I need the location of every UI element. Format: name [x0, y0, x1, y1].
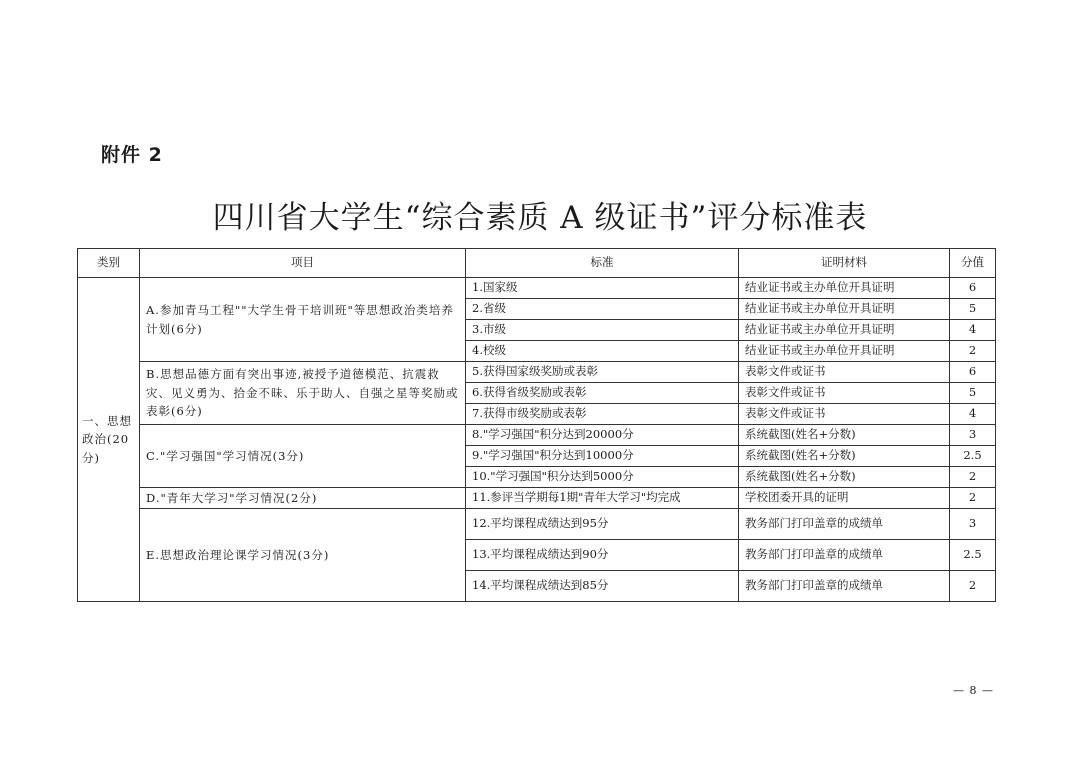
score-cell: 4: [950, 320, 996, 341]
header-standard: 标准: [466, 249, 739, 278]
standard-cell: 3.市级: [466, 320, 739, 341]
standard-cell: 11.参评当学期每1期"青年大学习"均完成: [466, 488, 739, 509]
table-row: [78, 278, 996, 299]
score-cell: 3: [950, 509, 996, 540]
standard-cell: 1.国家级: [466, 278, 739, 299]
proof-cell: 表彰文件或证书: [739, 404, 950, 425]
item-c: C."学习强国"学习情况(3分): [140, 425, 466, 488]
score-cell: 5: [950, 383, 996, 404]
proof-cell: 表彰文件或证书: [739, 383, 950, 404]
header-category: 类别: [78, 249, 140, 278]
proof-cell: 教务部门打印盖章的成绩单: [739, 509, 950, 540]
score-cell: 3: [950, 425, 996, 446]
proof-cell: 结业证书或主办单位开具证明: [739, 341, 950, 362]
score-cell: 2: [950, 341, 996, 362]
score-cell: 5: [950, 299, 996, 320]
score-cell: 2: [950, 488, 996, 509]
item-e: E.思想政治理论课学习情况(3分): [140, 509, 466, 602]
proof-cell: 学校团委开具的证明: [739, 488, 950, 509]
page-number: — 8 —: [953, 684, 994, 697]
table-row: [78, 509, 996, 540]
score-cell: 4: [950, 404, 996, 425]
standard-cell: 5.获得国家级奖励或表彰: [466, 362, 739, 383]
item-a: A.参加青马工程""大学生骨干培训班"等思想政治类培养计划(6分): [140, 278, 466, 362]
item-d: D."青年大学习"学习情况(2分): [140, 488, 466, 509]
proof-cell: 表彰文件或证书: [739, 362, 950, 383]
standard-cell: 10."学习强国"积分达到5000分: [466, 467, 739, 488]
standard-cell: 7.获得市级奖励或表彰: [466, 404, 739, 425]
score-cell: 2.5: [950, 446, 996, 467]
attachment-label: 附件 2: [101, 144, 163, 166]
standard-cell: 4.校级: [466, 341, 739, 362]
proof-cell: 教务部门打印盖章的成绩单: [739, 571, 950, 602]
proof-cell: 结业证书或主办单位开具证明: [739, 278, 950, 299]
standard-cell: 12.平均课程成绩达到95分: [466, 509, 739, 540]
standard-cell: 2.省级: [466, 299, 739, 320]
standard-cell: 8."学习强国"积分达到20000分: [466, 425, 739, 446]
score-cell: 6: [950, 362, 996, 383]
header-proof: 证明材料: [739, 249, 950, 278]
table-row: [78, 488, 996, 509]
score-cell: 2: [950, 467, 996, 488]
proof-cell: 系统截图(姓名+分数): [739, 467, 950, 488]
proof-cell: 结业证书或主办单位开具证明: [739, 299, 950, 320]
score-cell: 6: [950, 278, 996, 299]
score-cell: 2: [950, 571, 996, 602]
table-row: [78, 425, 996, 446]
standard-cell: 9."学习强国"积分达到10000分: [466, 446, 739, 467]
proof-cell: 系统截图(姓名+分数): [739, 446, 950, 467]
table-header-row: [78, 249, 996, 278]
proof-cell: 结业证书或主办单位开具证明: [739, 320, 950, 341]
proof-cell: 系统截图(姓名+分数): [739, 425, 950, 446]
standard-cell: 13.平均课程成绩达到90分: [466, 540, 739, 571]
standard-cell: 6.获得省级奖励或表彰: [466, 383, 739, 404]
scoring-table: [77, 248, 996, 602]
category-cell: 一、思想政治(20分): [78, 278, 140, 602]
score-cell: 2.5: [950, 540, 996, 571]
item-b: B.思想品德方面有突出事迹,被授予道德模范、抗震救灾、见义勇为、拾金不昧、乐于助人、自强之星等奖励或表彰(6分): [140, 362, 466, 425]
header-item: 项目: [140, 249, 466, 278]
header-score: 分值: [950, 249, 996, 278]
standard-cell: 14.平均课程成绩达到85分: [466, 571, 739, 602]
proof-cell: 教务部门打印盖章的成绩单: [739, 540, 950, 571]
table-row: [78, 362, 996, 383]
page-title: 四川省大学生“综合素质 A 级证书”评分标准表: [212, 200, 868, 236]
